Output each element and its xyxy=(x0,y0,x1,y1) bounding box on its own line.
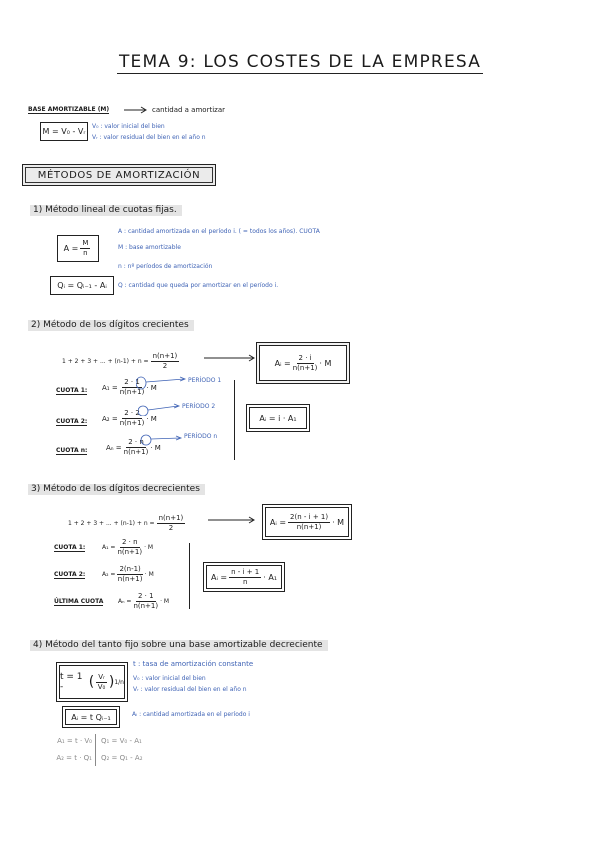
divider xyxy=(95,734,96,766)
cuota1-formula: A₁ = $\frac{2 \cdot 1}{n(n+1)}$ · M xyxy=(102,378,157,396)
example2-left: A₂ = t · Q₁ xyxy=(56,754,92,762)
periodo1-note: PERÍODO 1 xyxy=(188,377,222,384)
periodon-note: PERÍODO n xyxy=(184,433,218,440)
section4-heading: 4) Método del tanto fijo sobre una base amortizable decreciente xyxy=(30,640,328,650)
sum-formula-3: 1 + 2 + 3 + ... + (n-1) + n = $\frac{n(n+1)}{2}$ xyxy=(68,514,184,532)
arrow-icon xyxy=(204,354,256,362)
remaining-formula-box: Qᵢ = Qᵢ₋₁ - Aᵢ xyxy=(50,276,114,295)
example1-right: Q₁ = V₀ - A₁ xyxy=(101,737,142,745)
ai-dec-formula-box: Aᵢ = $\frac{2(n - i + 1)}{n(n+1)}$ · M xyxy=(262,504,352,540)
cuota1-label: CUOTA 1: xyxy=(56,387,88,394)
base-label: BASE AMORTIZABLE (M) xyxy=(28,106,110,113)
dec-ultima-label: ÚLTIMA CUOTA xyxy=(54,598,104,605)
page-title: TEMA 9: LOS COSTES DE LA EMPRESA xyxy=(118,52,482,72)
linear-formula-box: A = $\frac{M}{n}$ xyxy=(57,235,99,262)
base-desc: cantidad a amortizar xyxy=(152,106,225,114)
example1-left: A₁ = t · V₀ xyxy=(57,737,92,745)
def-m: M : base amortizable xyxy=(118,244,181,251)
def-n: n : nº períodos de amortización xyxy=(118,263,213,270)
pointer-arrow xyxy=(138,402,182,416)
methods-heading: MÉTODOS DE AMORTIZACIÓN xyxy=(22,164,216,186)
relation-box: Aᵢ = i · A₁ xyxy=(246,404,310,432)
dec-cuota2-formula: A₂ = $\frac{2(n-1)}{n(n+1)}$ · M xyxy=(102,565,154,583)
arrow-icon xyxy=(208,516,256,524)
bracket-3 xyxy=(189,543,190,609)
dec-cuota2-label: CUOTA 2: xyxy=(54,571,86,578)
arrow-icon xyxy=(124,106,148,114)
tanto-formula-box: t = 1 - ( $\frac{\text{Vᵣ}}{\text{V₀}}$ ) 1/n xyxy=(56,662,128,702)
cuota2-label: CUOTA 2: xyxy=(56,418,88,425)
vr-def: Vᵣ : valor residual del bien en el año n xyxy=(92,134,206,141)
dec-cuota1-label: CUOTA 1: xyxy=(54,544,86,551)
ai-formula-box: Aᵢ = $\frac{2 \cdot i}{n(n+1)}$ · M xyxy=(256,342,350,384)
def-v0-4: V₀ : valor inicial del bien xyxy=(133,675,206,682)
section2-heading: 2) Método de los dígitos crecientes xyxy=(28,320,194,330)
tanto-ai-box: Aᵢ = t Qᵢ₋₁ xyxy=(62,706,120,728)
bracket xyxy=(234,380,235,460)
def-q: Q : cantidad que queda por amortizar en el período i. xyxy=(118,282,279,289)
def-t: t : tasa de amortización constante xyxy=(133,660,254,668)
def-vr-4: Vᵣ : valor residual del bien en el año n xyxy=(133,686,247,693)
section1-heading: 1) Método lineal de cuotas fijas. xyxy=(30,205,182,215)
base-formula-box: M = V₀ - Vᵣ xyxy=(40,122,88,141)
def-a: A : cantidad amortizada en el período i. ( = todos los años). CUOTA xyxy=(118,228,320,235)
sum-formula: 1 + 2 + 3 + ... + (n-1) + n = $\frac{n(n+1)}{2}$ xyxy=(62,352,178,370)
example2-right: Q₂ = Q₁ - A₂ xyxy=(101,754,143,762)
pointer-arrow xyxy=(136,376,188,390)
dec-cuota1-formula: A₁ = $\frac{2 \cdot n}{n(n+1)}$ · M xyxy=(102,538,154,556)
pointer-arrow xyxy=(140,432,184,446)
dec-relation-box: Aᵢ = $\frac{n - i + 1}{n}$ · A₁ xyxy=(203,562,285,592)
section3-heading: 3) Método de los dígitos decrecientes xyxy=(28,484,205,494)
dec-ultima-formula: Aₙ = $\frac{2 \cdot 1}{n(n+1)}$ · M xyxy=(118,592,170,610)
cuota2-formula: A₂ = $\frac{2 \cdot 2}{n(n+1)}$ · M xyxy=(102,409,157,427)
cuotan-formula: Aₙ = $\frac{2 \cdot n}{n(n+1)}$ · M xyxy=(106,438,161,456)
cuotan-label: CUOTA n: xyxy=(56,447,88,454)
v0-def: V₀ : valor inicial del bien xyxy=(92,123,165,130)
periodo2-note: PERÍODO 2 xyxy=(182,403,216,410)
def-ai-4: Aᵢ : cantidad amortizada en el período i xyxy=(132,711,250,718)
